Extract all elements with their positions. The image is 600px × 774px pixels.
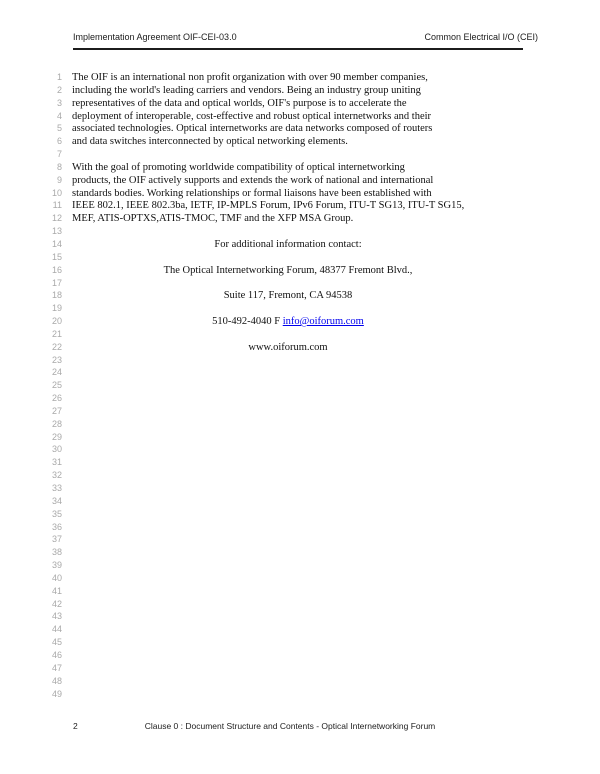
line-text: MEF, ATIS-OPTXS,ATIS-TMOC, TMF and the XFP MSA Group.	[72, 213, 354, 225]
line-number: 20	[51, 316, 62, 327]
line-number: 16	[51, 264, 62, 275]
line-row	[0, 533, 600, 546]
email-link[interactable]: info@oiforum.com	[282, 316, 364, 328]
header-rule	[73, 48, 523, 50]
line-row	[0, 610, 600, 623]
line-number: 41	[51, 585, 62, 596]
line-text: standards bodies. Working relationships or formal liaisons have been established with	[72, 187, 432, 199]
line-number: 15	[51, 251, 62, 262]
line-text: associated technologies. Optical internetworks are data networks composed of routers	[72, 123, 433, 135]
line-number: 27	[51, 405, 62, 416]
line-row	[0, 469, 600, 482]
line-text: The OIF is an international non profit organization with over 90 member companies,	[72, 72, 428, 83]
line-number: 19	[51, 303, 62, 314]
line-row	[0, 585, 600, 598]
line-number: 34	[51, 495, 62, 506]
line-number: 47	[51, 662, 62, 673]
line-row	[0, 225, 600, 238]
line-number: 39	[51, 560, 62, 571]
line-number: 42	[51, 598, 62, 609]
line-number: 23	[51, 354, 62, 365]
line-row	[0, 688, 600, 701]
line-row	[0, 302, 600, 315]
line-text: and data switches interconnected by optical networking elements.	[72, 136, 348, 148]
line-text: 510-492-4040 F info@oiforum.com	[212, 316, 364, 328]
line-number: 11	[52, 200, 62, 211]
line-number: 6	[56, 136, 62, 147]
line-row	[0, 71, 600, 84]
line-row	[0, 418, 600, 431]
line-text: The Optical Internetworking Forum, 48377 Fremont Blvd.,	[163, 264, 413, 276]
line-row	[0, 97, 600, 110]
line-number: 22	[51, 341, 62, 352]
line-number: 38	[51, 547, 62, 558]
line-number: 10	[51, 187, 62, 198]
line-number: 43	[51, 611, 62, 622]
line-row	[0, 366, 600, 379]
line-row	[0, 328, 600, 341]
line-number: 48	[51, 675, 62, 686]
line-text: representatives of the data and optical worlds, OIF's purpose is to accelerate the	[72, 97, 407, 109]
line-text: including the world's leading carriers and vendors. Being an industry group uniting	[72, 84, 421, 96]
line-number: 36	[51, 521, 62, 532]
line-row	[0, 212, 600, 225]
header-right-title: Common Electrical I/O (CEI)	[424, 32, 538, 42]
line-number: 32	[51, 470, 62, 481]
line-row	[0, 662, 600, 675]
line-row	[0, 135, 600, 148]
header-left-title: Implementation Agreement OIF-CEI-03.0	[73, 32, 237, 42]
line-row	[0, 443, 600, 456]
line-row	[0, 559, 600, 572]
line-number: 7	[56, 149, 62, 160]
line-row	[0, 636, 600, 649]
line-number: 17	[51, 277, 62, 288]
line-text: With the goal of promoting worldwide compatibility of optical internetworking	[72, 161, 405, 173]
line-number: 1	[56, 72, 62, 82]
line-row	[0, 161, 600, 174]
line-row	[0, 495, 600, 508]
line-row	[0, 122, 600, 135]
line-row	[0, 289, 600, 302]
line-number: 30	[51, 444, 62, 455]
line-row	[0, 675, 600, 688]
line-row	[0, 456, 600, 469]
page-header	[73, 32, 538, 42]
line-number: 45	[51, 637, 62, 648]
line-row	[0, 598, 600, 611]
line-row	[0, 482, 600, 495]
line-row	[0, 187, 600, 200]
line-row	[0, 110, 600, 123]
line-number: 4	[56, 110, 62, 121]
line-number: 25	[51, 380, 62, 391]
line-number: 33	[51, 483, 62, 493]
line-number: 29	[51, 431, 62, 442]
line-row	[0, 379, 600, 392]
page-footer	[73, 721, 507, 731]
line-number: 24	[51, 367, 62, 378]
line-number: 12	[51, 213, 62, 224]
line-row	[0, 546, 600, 559]
line-text: IEEE 802.1, IEEE 802.3ba, IETF, IP-MPLS Forum, IPv6 Forum, ITU-T SG13, ITU-T SG15,	[72, 200, 465, 212]
line-text: Suite 117, Fremont, CA 94538	[223, 290, 353, 302]
line-text: For additional information contact:	[214, 238, 362, 250]
line-row	[0, 521, 600, 534]
line-area	[0, 71, 600, 700]
line-number: 8	[56, 161, 62, 172]
line-number: 37	[51, 534, 62, 545]
line-number: 35	[51, 508, 62, 519]
line-text: products, the OIF actively supports and extends the work of national and international	[72, 174, 434, 186]
line-row	[0, 277, 600, 290]
line-row	[0, 264, 600, 277]
line-number: 2	[56, 84, 62, 95]
line-row	[0, 572, 600, 585]
line-row	[0, 508, 600, 521]
line-row	[0, 315, 600, 328]
line-row	[0, 148, 600, 161]
line-text: www.oiforum.com	[248, 341, 328, 353]
line-row	[0, 405, 600, 418]
line-row	[0, 174, 600, 187]
line-number: 14	[51, 238, 62, 249]
line-row	[0, 251, 600, 264]
line-number: 49	[51, 688, 62, 699]
line-number: 31	[51, 457, 62, 468]
line-number: 5	[56, 123, 62, 134]
line-number: 3	[56, 97, 62, 108]
line-row	[0, 649, 600, 662]
line-row	[0, 84, 600, 97]
line-number: 28	[51, 418, 62, 429]
footer-page-number: 2	[73, 721, 78, 731]
line-number: 44	[51, 624, 62, 635]
line-row	[0, 431, 600, 444]
line-row	[0, 354, 600, 367]
line-row	[0, 238, 600, 251]
line-number: 40	[51, 572, 62, 583]
line-number: 9	[56, 174, 62, 185]
line-row	[0, 199, 600, 212]
footer-text: Clause 0 : Document Structure and Contents - Optical Internetworking Forum	[144, 721, 436, 731]
line-number: 26	[51, 393, 62, 404]
line-row	[0, 392, 600, 405]
line-number: 13	[51, 226, 62, 237]
line-number: 21	[51, 328, 62, 339]
line-text: deployment of interoperable, cost-effective and robust optical internetworks and their	[72, 110, 432, 122]
line-number: 18	[51, 290, 62, 301]
line-row	[0, 341, 600, 354]
line-number: 46	[51, 649, 62, 660]
line-row	[0, 623, 600, 636]
